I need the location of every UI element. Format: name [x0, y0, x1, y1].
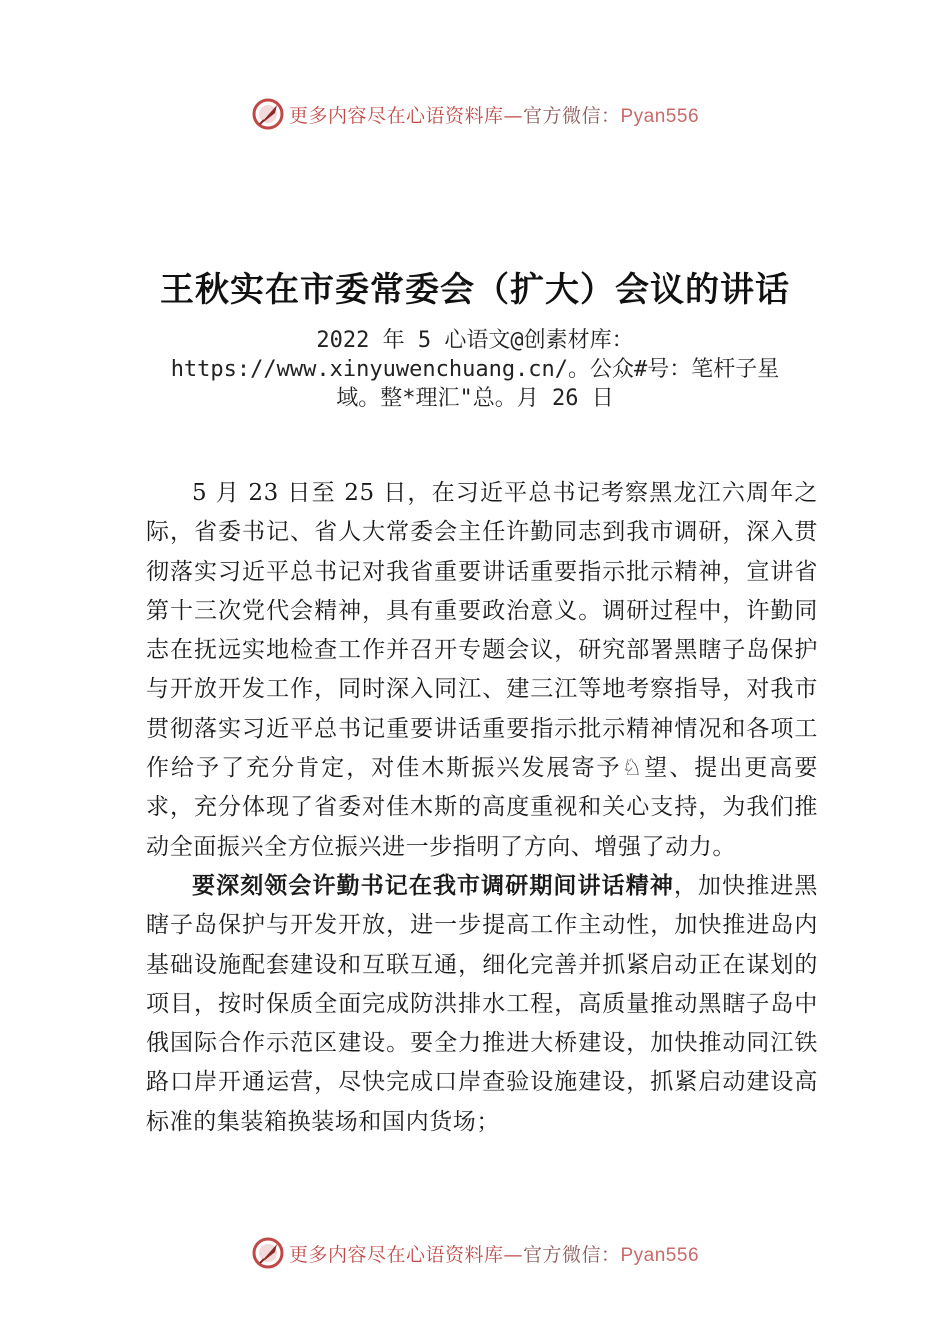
quill-logo-icon [251, 97, 285, 131]
footer-banner-text [289, 1240, 699, 1267]
header-banner [0, 94, 950, 134]
banner-brand: 更多内容尽在心语资料库 [288, 104, 504, 127]
paragraph-1: 5 月 23 日至 25 日，在习近平总书记考察黑龙江六周年之际，省委书记、省人大常委会主任许勤同志到我市调研，深入贯彻落实习近平总书记对我省重要讲话重要指示批示精神，宣讲省第十三次党代会精神，具有重要政治意义。调研过程中，许勤同志在抚远实地检查工作并召开专题会议，研究部署黑瞎子岛保护与开放开发工作，同时深入同江、建三江等地考察指导，对我市贯彻落实习近平总书记重要讲话重要指示批示精神情况和各项工作给予了充分肯定，对佳木斯振兴发展寄予♘望、提出更高要求，充分体现了省委对佳木斯的高度重视和关心支持，为我们推动全面振兴全方位振兴进一步指明了方向、增强了动力。 [146, 480, 818, 860]
paragraph-2 [146, 867, 818, 1142]
banner-brand: 更多内容尽在心语资料库 [288, 1243, 504, 1266]
header-banner-text [289, 101, 699, 128]
quill-logo-icon [251, 1236, 285, 1270]
document-title: 王秋实在市委常委会（扩大）会议的讲话 [160, 270, 790, 310]
banner-wechat-label: 官方微信： [522, 104, 621, 127]
footer-banner [0, 1233, 950, 1273]
banner-dash: — [503, 104, 523, 127]
banner-wechat-id: Pyan556 [620, 105, 700, 127]
banner-wechat-label: 官方微信： [522, 1243, 621, 1266]
banner-wechat-id: Pyan556 [620, 1244, 700, 1266]
banner-dash: — [503, 1243, 523, 1266]
document-body [146, 474, 818, 1142]
document-subtitle: 2022 年 5 心语文@创素材库：https://www.xinyuwenchuang.cn/。公众#号：笔杆子星域。整*理汇"总。月 26 日 [170, 328, 780, 411]
paragraph-2-heading: 要深刻领会许勤书记在我市调研期间讲话精神 [192, 872, 674, 899]
paragraph-2-text: ，加快推进黑瞎子岛保护与开发开放，进一步提高工作主动性，加快推进岛内基础设施配套建设和互联互通，细化完善并抓紧启动正在谋划的项目，按时保质全面完成防洪排水工程，高质量推动黑瞎子岛中俄国际合作示范区建设。要全力推进大桥建设，加快推动同江铁路口岸开通运营，尽快完成口岸查验设施建设，抓紧启动建设高标准的集装箱换装场和国内货场； [146, 872, 819, 1135]
